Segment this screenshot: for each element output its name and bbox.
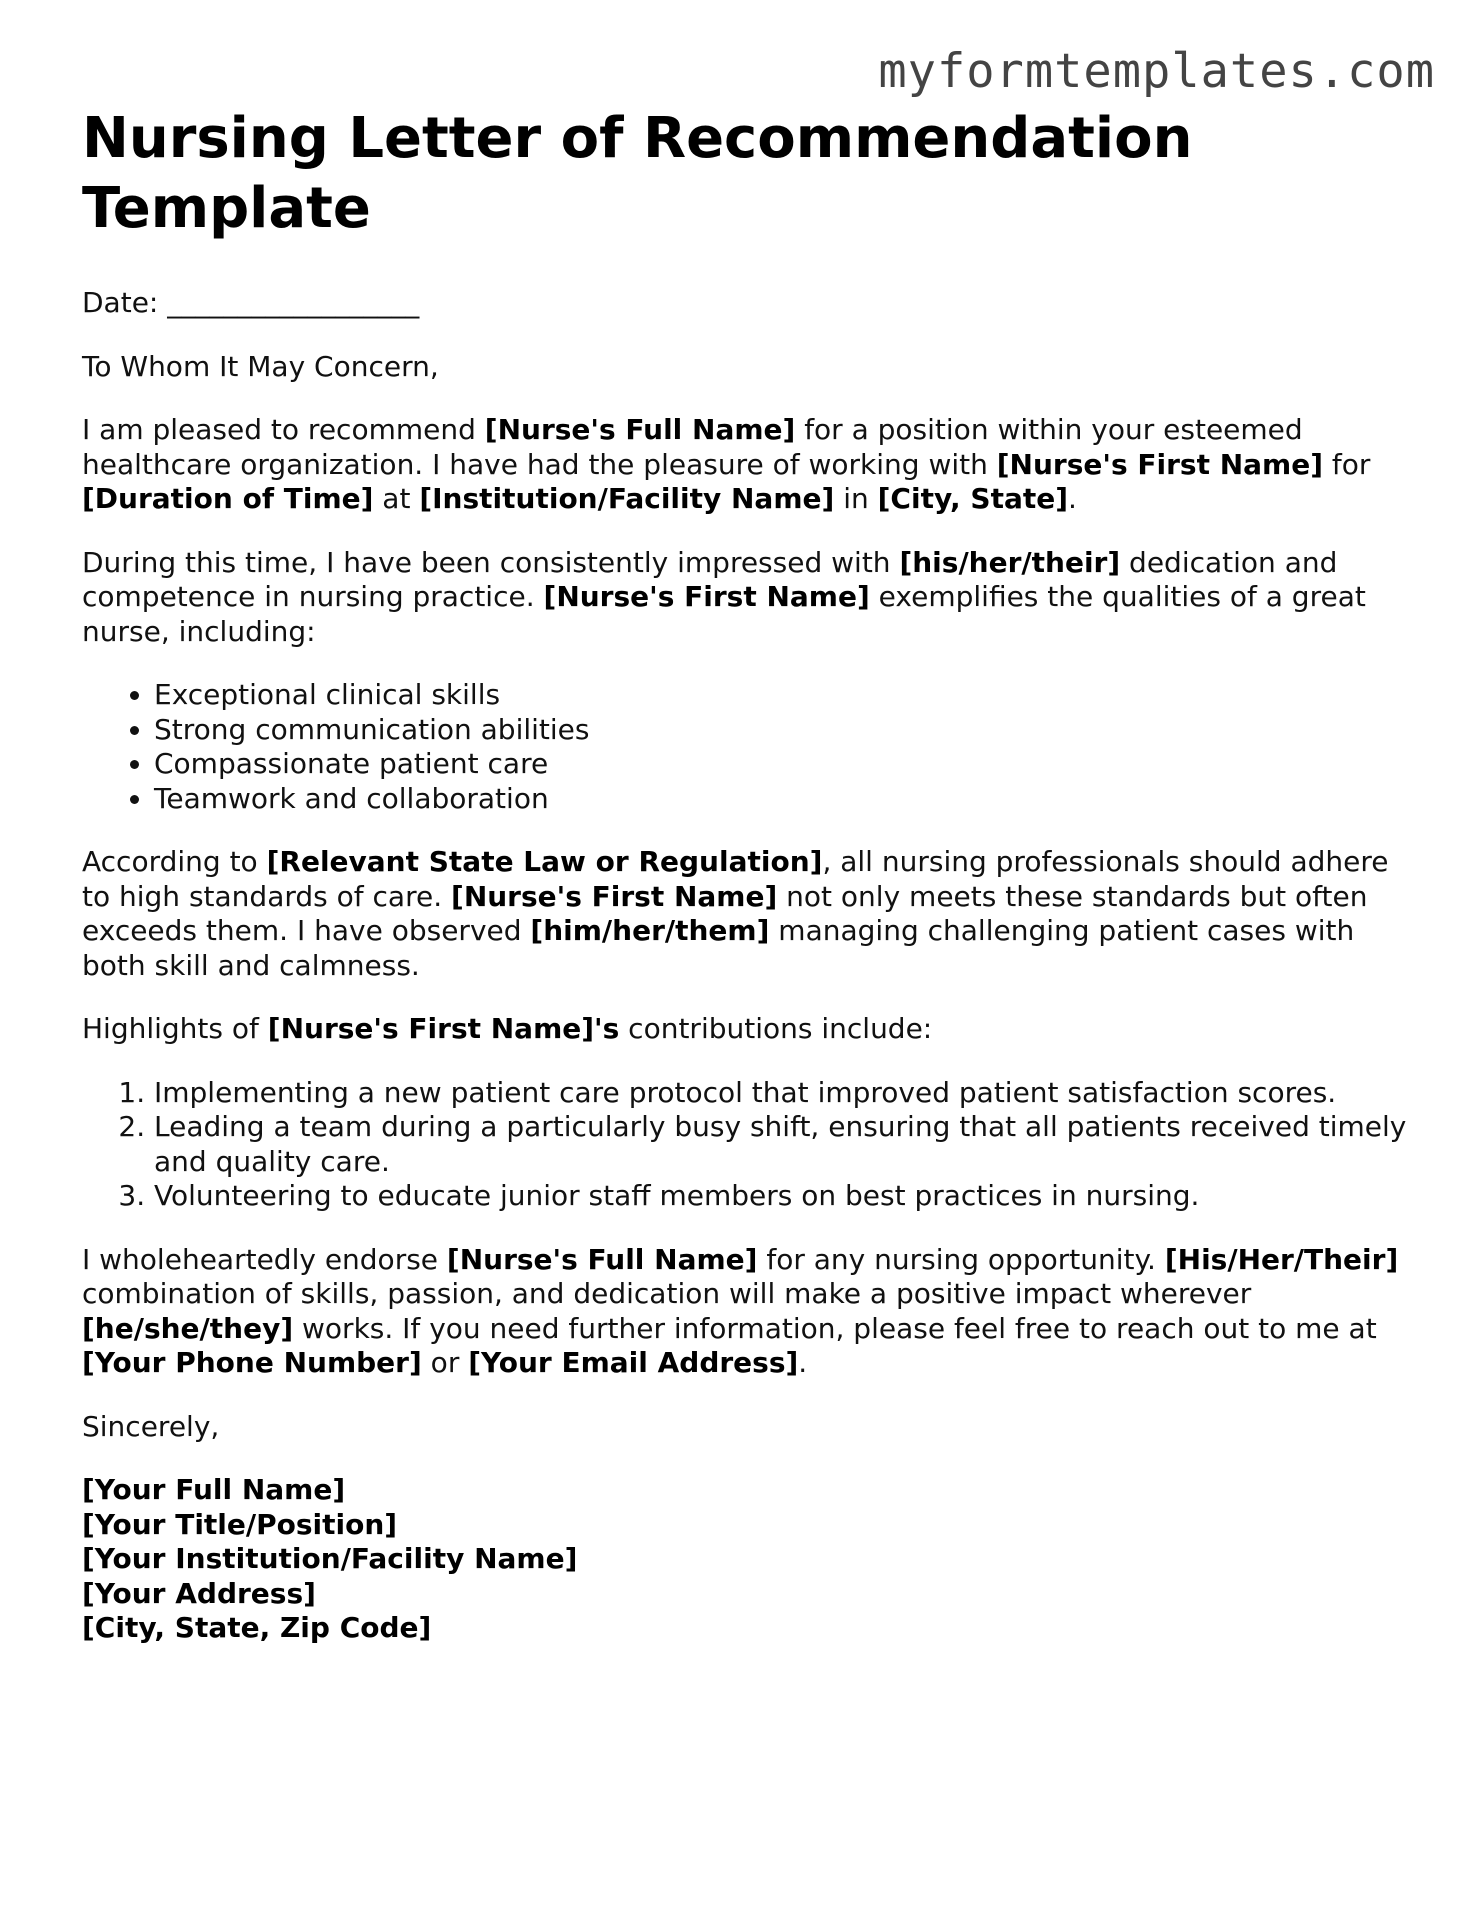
qualities-list [82,678,1412,816]
paragraph-introduction: I am pleased to recommend [Nurse's Full Name] for a position within your esteemed healthcare organization. I have had the pleasure of working with [Nurse's First Name] for [Duration of Time] at [Institution/Facility Name] in [City, State]. [82,413,1371,515]
signature-city-state-zip: [City, State, Zip Code] [82,1611,432,1644]
placeholder-duration: [Duration of Time] [82,482,374,515]
salutation: To Whom It May Concern, [82,349,439,383]
list-item: 1. Implementing a new patient care protocol that improved patient satisfaction scores. [154,1076,1412,1111]
list-item: • Exceptional clinical skills [154,678,1412,713]
placeholder-nurse-first-name-possessive: [Nurse's First Name]'s [267,1012,620,1045]
signature-full-name: [Your Full Name] [82,1473,346,1506]
placeholder-nurse-full-name: [Nurse's Full Name] [484,413,796,446]
placeholder-pronoun-possessive: [His/Her/Their] [1164,1242,1399,1276]
placeholder-institution: [Institution/Facility Name] [419,482,835,515]
list-item: • Teamwork and collaboration [154,782,1412,817]
placeholder-email: [Your Email Address] [468,1346,799,1379]
page-title: Nursing Letter of Recommendation Template [82,106,1193,241]
signature-title: [Your Title/Position] [82,1507,398,1541]
placeholder-nurse-full-name: [Nurse's Full Name] [446,1242,758,1276]
signature-address: [Your Address] [82,1576,316,1610]
site-watermark: myformtemplates.com [878,44,1435,99]
placeholder-city-state: [City, State] [877,482,1069,515]
closing: Sincerely, [82,1409,220,1443]
paragraph-qualities-intro: During this time, I have been consistently impressed with [his/her/their] dedication and competence in nursing practice. [Nurse's First Name] exemplifies the qualities of a great nurse, including: [82,545,1366,648]
contributions-list [82,1076,1412,1214]
list-item: • Compassionate patient care [154,747,1412,782]
date-line: Date: __________________ [82,286,420,319]
paragraph-highlights-intro: Highlights of [Nurse's First Name]'s contributions include: [82,1012,933,1045]
signature-block [82,1473,1412,1646]
placeholder-phone: [Your Phone Number] [82,1346,422,1379]
placeholder-nurse-first-name: [Nurse's First Name] [451,879,778,913]
list-item: 3. Volunteering to educate junior staff members on best practices in nursing. [154,1179,1412,1214]
placeholder-pronoun-subject: [he/she/they] [82,1311,294,1345]
list-item: • Strong communication abilities [154,713,1412,748]
placeholder-pronoun: [his/her/their] [899,545,1121,579]
placeholder-nurse-first-name: [Nurse's First Name] [543,580,870,613]
list-item: 2. Leading a team during a particularly busy shift, ensuring that all patients received timely and quality care. [154,1110,1412,1179]
paragraph-endorsement: I wholeheartedly endorse [Nurse's Full Name] for any nursing opportunity. [His/Her/Their] combination of skills, passion, and dedication will make a positive impact wherever [he/she/they] works. If you need further information, please feel free to reach out to me at [Your Phone Number] or [Your Email Address]. [82,1242,1399,1379]
placeholder-nurse-first-name: [Nurse's First Name] [996,447,1323,481]
letter-document [82,104,1412,1646]
placeholder-state-law: [Relevant State Law or Regulation] [266,845,823,878]
paragraph-standards: According to [Relevant State Law or Regulation], all nursing professionals should adhere to high standards of care. [Nurse's First Name] not only meets these standards but often exceeds them. I have observed [him/her/them] managing challenging patient cases with both skill and calmness. [82,845,1389,982]
placeholder-pronoun-object: [him/her/them] [530,914,770,947]
signature-institution: [Your Institution/Facility Name] [82,1542,578,1575]
